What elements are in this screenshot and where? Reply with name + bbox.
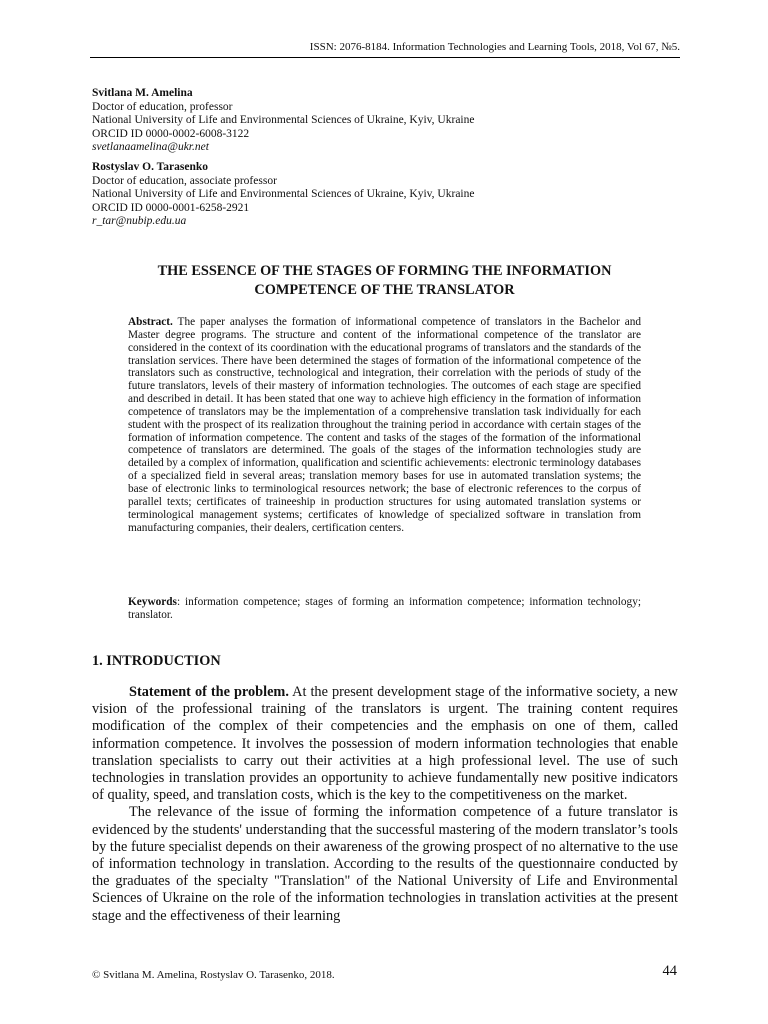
- author-affiliation: National University of Life and Environmental Sciences of Ukraine, Kyiv, Ukraine: [92, 114, 475, 127]
- paragraph-2: [92, 804, 678, 924]
- author-degree: Doctor of education, professor: [92, 100, 233, 113]
- paragraph-text: At the present development stage of the informative society, a new vision of the professional training of the translators is urgent. The training content requires modification of the complex of their competencies and the emphasis on one of them, called information competence. It involves the possession of modern information technologies that enable translation specialists to carry out their activities at a high professional level. The use of such technologies in translation provides an opportunity to achieve fundamentally new positive indicators of quality, speed, and translation costs, which is the key to the competitiveness on the market.: [92, 684, 678, 804]
- footer-copyright: © Svitlana M. Amelina, Rostyslav O. Tarasenko, 2018.: [92, 969, 335, 981]
- abstract-text: The paper analyses the formation of informational competence of translators in the Bachelor and Master degree programs. The structure and content of the informational competence of the translator are considered in the context of its coordination with the educational programs of translators and the standards of the translation services. There have been determined the stages of formation of the informational competence of the translators such as constructive, technological and integration, their correlation with the periods of study of the future translators, levels of their mastery of information technologies. The outcomes of each stage are specified and described in detail. It has been stated that one way to achieve high efficiency in the formation of information competence of translators may be the implementation of a comprehensive translation task individually for each student with the prospect of its realization throughout the training period in accordance with certain stages of the formation of information competence. The content and tasks of the stages of the formation of the informational competence of translators are determined. The goals of the stages of the information technologies study are detailed by a complex of information, qualification and scientific achievements: electronic terminology databases of a specialized field in several areas; translation memory bases for use in automated translation systems; the base of electronic links to terminological resources network; the base of electronic references to the corpus of parallel texts; certificates of traineeship in production structures for using automated translation systems or terminological management systems; certificates of knowledge of specialized software in translation from manufacturing companies, their dealers, certification centers.: [128, 316, 642, 534]
- paragraph-text: The relevance of the issue of forming the information competence of a future translator is evidenced by the students' understanding that the successful mastering of the modern translator’s tools by the future specialist depends on their awareness of the growing prospect of no alternative to the use of information technology in translation. According to the results of the questionnaire conducted by the graduates of the specialty "Translation" of the National University of Life and Environmental Sciences of Ukraine on the role of the information technologies in translation activities at the present stage and the effectiveness of their learning: [92, 804, 678, 924]
- keywords: [128, 596, 641, 622]
- abstract: [128, 316, 641, 534]
- body-text: [92, 684, 678, 925]
- paper-title: [92, 262, 677, 300]
- paragraph-lead: Statement of the problem.: [129, 684, 289, 700]
- section-heading: 1. INTRODUCTION: [92, 653, 221, 669]
- author-1: [92, 87, 474, 155]
- author-affiliation: National University of Life and Environmental Sciences of Ukraine, Kyiv, Ukraine: [92, 188, 475, 201]
- abstract-label: Abstract.: [128, 316, 173, 328]
- journal-header: [90, 40, 680, 58]
- author-name: Svitlana M. Amelina: [92, 87, 193, 99]
- author-orcid: ORCID ID 0000-0002-6008-3122: [92, 127, 250, 140]
- author-name: Rostyslav O. Tarasenko: [92, 160, 208, 173]
- paragraph-1: [92, 684, 678, 804]
- title-line-2: COMPETENCE OF THE TRANSLATOR: [254, 282, 515, 298]
- title-line-1: THE ESSENCE OF THE STAGES OF FORMING THE INFORMATION: [157, 263, 612, 279]
- author-email[interactable]: r_tar@nubip.edu.ua: [92, 215, 187, 228]
- author-email[interactable]: svetlanaamelina@ukr.net: [92, 141, 209, 154]
- journal-line: ISSN: 2076-8184. Information Technologies and Learning Tools, 2018, Vol 67, №5.: [309, 41, 680, 53]
- page-number: 44: [662, 963, 677, 979]
- author-degree: Doctor of education, associate professor: [92, 174, 277, 187]
- author-orcid: ORCID ID 0000-0001-6258-2921: [92, 201, 250, 214]
- author-2: [92, 161, 474, 229]
- keywords-label: Keywords: [128, 596, 177, 608]
- author-block: [92, 87, 474, 235]
- keywords-text: : information competence; stages of forming an information competence; information technology; translator.: [128, 596, 641, 621]
